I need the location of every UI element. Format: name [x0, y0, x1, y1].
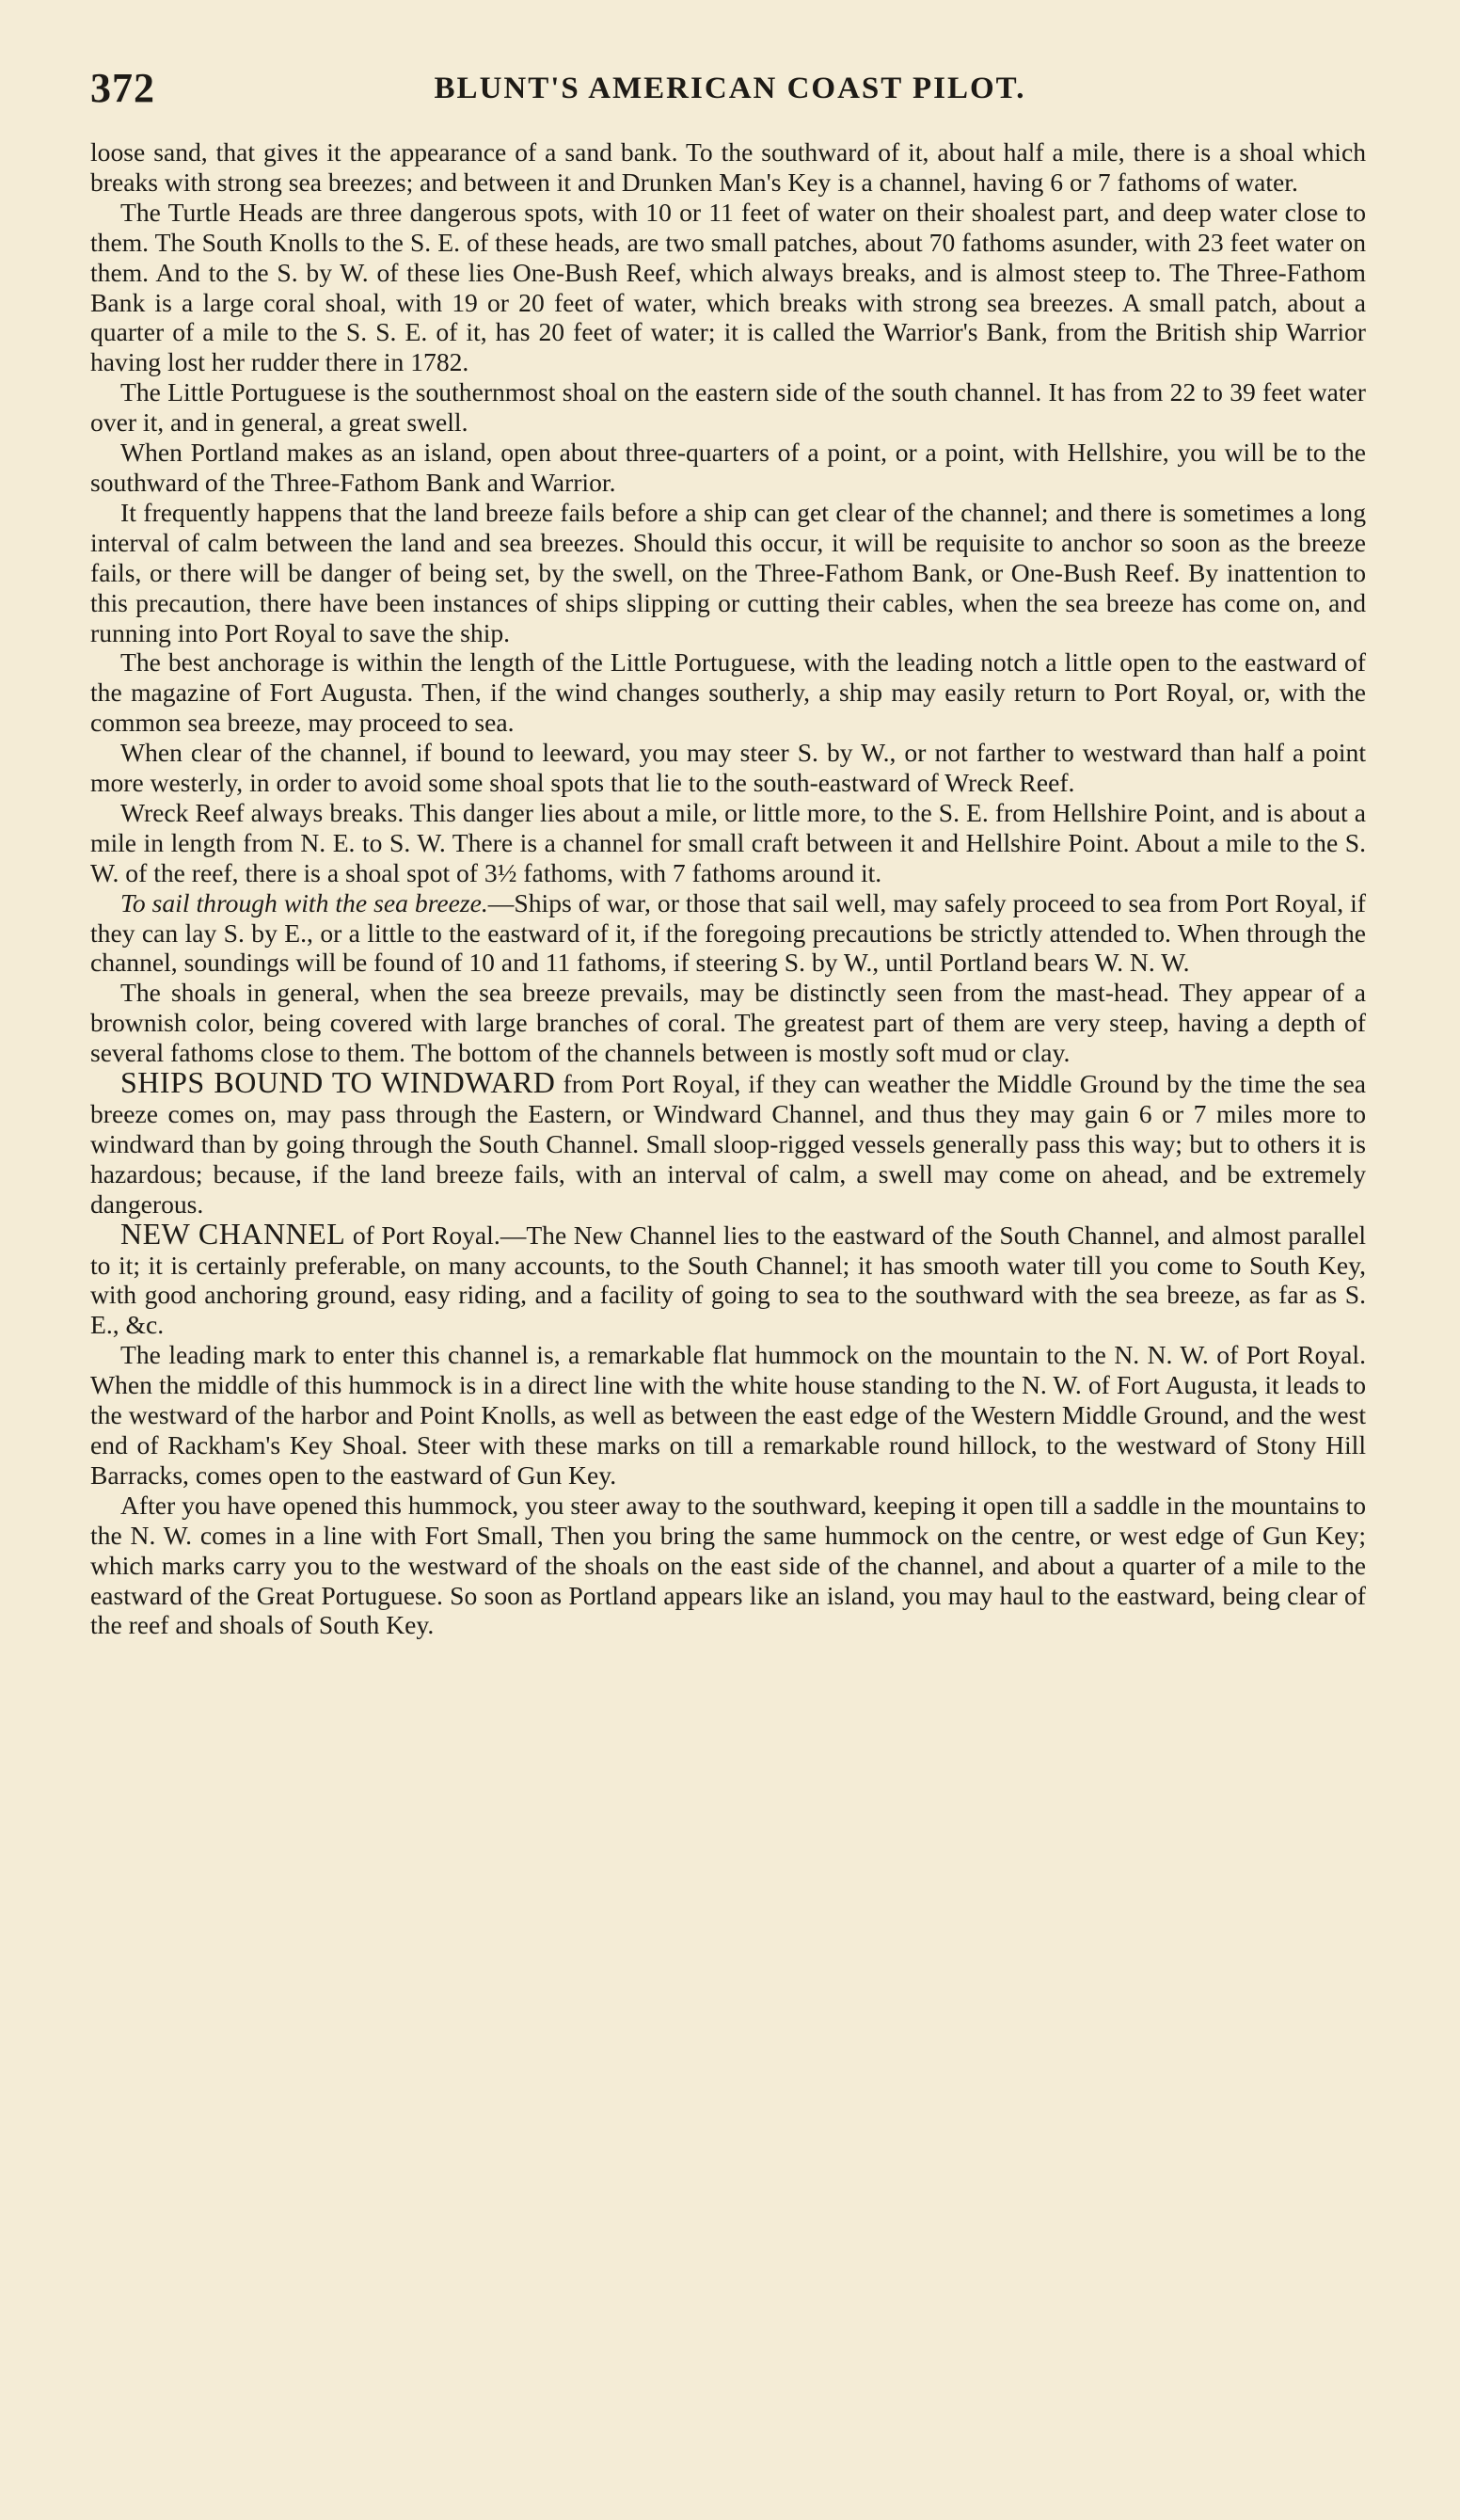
paragraph: The best anchorage is within the length of the Little Portuguese, with the leading notch a little open to the eastward of the magazine of Fort Augusta. Then, if the wind changes southerly, a ship may easily return to Port Royal, or, with the common sea breeze, may proceed to sea.: [90, 647, 1366, 738]
section-lead: To sail through with the sea breeze.: [120, 887, 488, 917]
section-heading: SHIPS BOUND TO WINDWARD: [120, 1065, 556, 1100]
paragraph: The leading mark to enter this channel is, a remarkable flat hummock on the mountain to the N. N. W. of Port Royal. When the middle of this hummock is in a direct line with the white house standing to the N. W. of Fort Augusta, it leads to the westward of the harbor and Point Knolls, as well as between the east edge of the Western Middle Ground, and the west end of Rackham's Key Shoal. Steer with these marks on till a remarkable round hillock, to the westward of Stony Hill Barracks, comes open to the eastward of Gun Key.: [90, 1340, 1366, 1490]
running-title: BLUNT'S AMERICAN COAST PILOT.: [434, 72, 1026, 105]
paragraph: When clear of the channel, if bound to leeward, you may steer S. by W., or not farther to westward than half a point more westerly, in order to avoid some shoal spots that lie to the south-eastward of Wreck Reef.: [90, 738, 1366, 798]
paragraph: To sail through with the sea breeze.—Ships of war, or those that sail well, may safely proceed to sea from Port Royal, if they can lay S. by E., or a little to the eastward of it, if the foregoing precautions be strictly attended to. When through the channel, soundings will be found of 10 and 11 fathoms, if steering S. by W., until Portland bears W. N. W.: [90, 887, 1366, 978]
section-heading: NEW CHANNEL: [120, 1216, 346, 1251]
paragraph: The shoals in general, when the sea breeze prevails, may be distinctly seen from the mast-head. They appear of a brownish color, being covered with large branches of coral. The greatest part of them are very steep, having a depth of several fathoms close to them. The bottom of the channels between is mostly soft mud or clay.: [90, 978, 1366, 1068]
paragraph: After you have opened this hummock, you steer away to the southward, keeping it open till a saddle in the mountains to the N. W. comes in a line with Fort Small, Then you bring the same hummock on the centre, or west edge of Gun Key; which marks carry you to the westward of the shoals on the east side of the channel, and about a quarter of a mile to the eastward of the Great Portuguese. So soon as Portland appears like an island, you may haul to the eastward, being clear of the reef and shoals of South Key.: [90, 1490, 1366, 1640]
page-header: [90, 64, 1370, 120]
paragraph: It frequently happens that the land breeze fails before a ship can get clear of the channel; and there is sometimes a long interval of calm between the land and sea breezes. Should this occur, it will be requisite to anchor so soon as the breeze fails, or there will be danger of being set, by the swell, on the Three-Fathom Bank, or One-Bush Reef. By inattention to this precaution, there have been instances of ships slipping or cutting their cables, when the sea breeze has come on, and running into Port Royal to save the ship.: [90, 497, 1366, 647]
paragraph: NEW CHANNEL of Port Royal.—The New Channel lies to the eastward of the South Channel, and almost parallel to it; it is certainly preferable, on many accounts, to the South Channel; it has smooth water till you come to South Key, with good anchoring ground, easy riding, and a facility of going to sea to the southward with the sea breeze, as far as S. E., &c.: [90, 1216, 1366, 1340]
paragraph: Wreck Reef always breaks. This danger lies about a mile, or little more, to the S. E. from Hellshire Point, and is about a mile in length from N. E. to S. W. There is a channel for small craft between it and Hellshire Point. About a mile to the S. W. of the reef, there is a shoal spot of 3½ fathoms, with 7 fathoms around it.: [90, 797, 1366, 887]
paragraph: SHIPS BOUND TO WINDWARD from Port Royal, if they can weather the Middle Ground by the time the sea breeze comes on, may pass through the Eastern, or Windward Channel, and thus they may gain 6 or 7 miles more to windward than by going through the South Channel. Small sloop-rigged vessels generally pass this way; but to others it is hazardous; because, if the land breeze fails, with an interval of calm, a swell may come on ahead, and be extremely dangerous.: [90, 1065, 1367, 1219]
paragraph: When Portland makes as an island, open about three-quarters of a point, or a point, with Hellshire, you will be to the southward of the Three-Fathom Bank and Warrior.: [90, 438, 1366, 497]
paragraph: The Turtle Heads are three dangerous spots, with 10 or 11 feet of water on their shoalest part, and deep water close to them. The South Knolls to the S. E. of these heads, are two small patches, about 70 fathoms asunder, with 23 feet water on them. And to the S. by W. of these lies One-Bush Reef, which always breaks, and is almost steep to. The Three-Fathom Bank is a large coral shoal, with 19 or 20 feet of water, which breaks with strong sea breezes. A small patch, about a quarter of a mile to the S. S. E. of it, has 20 feet of water; it is called the Warrior's Bank, from the British ship Warrior having lost her rudder there in 1782.: [90, 197, 1366, 377]
paragraph: The Little Portuguese is the southernmost shoal on the eastern side of the south channel. It has from 22 to 39 feet water over it, and in general, a great swell.: [90, 377, 1366, 438]
page-body: [90, 137, 1366, 1640]
paragraph: loose sand, that gives it the appearance of a sand bank. To the southward of it, about half a mile, there is a shoal which breaks with strong sea breezes; and between it and Drunken Man's Key is a channel, having 6 or 7 fathoms of water.: [90, 137, 1366, 197]
page-number: 372: [90, 65, 155, 111]
